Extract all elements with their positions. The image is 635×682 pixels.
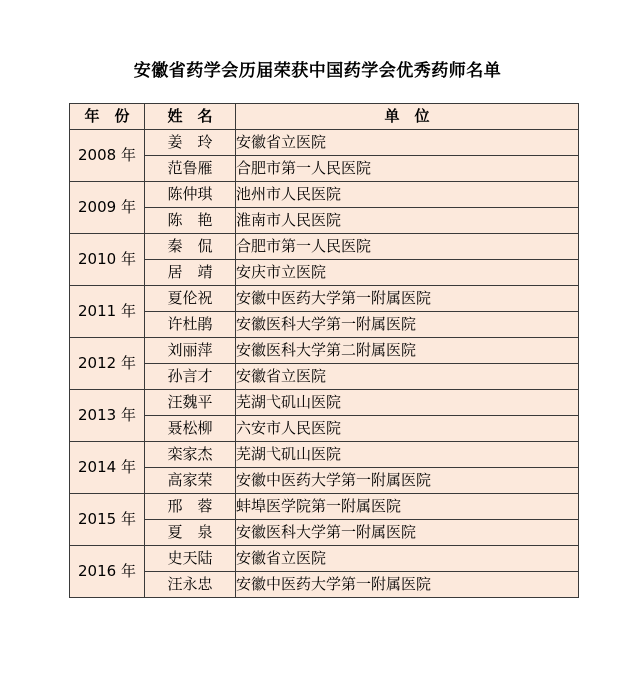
name-cell: 聂松柳 [145,416,236,442]
unit-cell: 芜湖弋矶山医院 [236,390,579,416]
table-row [70,416,579,442]
unit-cell: 合肥市第一人民医院 [236,156,579,182]
unit-cell: 淮南市人民医院 [236,208,579,234]
name-cell: 邢 蓉 [145,494,236,520]
table-row [70,572,579,598]
year-cell: 2015 年 [70,494,145,546]
header-name: 姓 名 [145,104,236,130]
table-row [70,520,579,546]
name-cell: 许杜鹃 [145,312,236,338]
unit-cell: 合肥市第一人民医院 [236,234,579,260]
unit-cell: 安徽省立医院 [236,364,579,390]
name-cell: 夏 泉 [145,520,236,546]
table-row [70,182,579,208]
unit-cell: 安徽医科大学第一附属医院 [236,312,579,338]
header-row [70,104,579,130]
year-cell: 2014 年 [70,442,145,494]
year-cell: 2016 年 [70,546,145,598]
name-cell: 刘丽萍 [145,338,236,364]
table-row [70,260,579,286]
name-cell: 汪永忠 [145,572,236,598]
name-cell: 姜 玲 [145,130,236,156]
table-row [70,364,579,390]
table-row [70,390,579,416]
unit-cell: 六安市人民医院 [236,416,579,442]
name-cell: 夏伦祝 [145,286,236,312]
unit-cell: 安庆市立医院 [236,260,579,286]
name-cell: 汪魏平 [145,390,236,416]
unit-cell: 池州市人民医院 [236,182,579,208]
table-row [70,494,579,520]
header-unit: 单 位 [236,104,579,130]
unit-cell: 蚌埠医学院第一附属医院 [236,494,579,520]
year-cell: 2011 年 [70,286,145,338]
table-row [70,130,579,156]
name-cell: 史天陆 [145,546,236,572]
unit-cell: 芜湖弋矶山医院 [236,442,579,468]
year-cell: 2010 年 [70,234,145,286]
page-title: 安徽省药学会历届荣获中国药学会优秀药师名单 [133,61,502,81]
name-cell: 陈仲琪 [145,182,236,208]
unit-cell: 安徽医科大学第一附属医院 [236,520,579,546]
unit-cell: 安徽中医药大学第一附属医院 [236,468,579,494]
year-cell: 2008 年 [70,130,145,182]
name-cell: 栾家杰 [145,442,236,468]
header-year: 年 份 [70,104,145,130]
unit-cell: 安徽中医药大学第一附属医院 [236,286,579,312]
table-row [70,286,579,312]
year-cell: 2012 年 [70,338,145,390]
unit-cell: 安徽省立医院 [236,546,579,572]
unit-cell: 安徽省立医院 [236,130,579,156]
name-cell: 居 靖 [145,260,236,286]
year-cell: 2013 年 [70,390,145,442]
table-row [70,208,579,234]
table-row [70,312,579,338]
table-row [70,468,579,494]
pharmacist-roster-table [69,103,579,598]
year-cell: 2009 年 [70,182,145,234]
name-cell: 高家荣 [145,468,236,494]
name-cell: 秦 侃 [145,234,236,260]
table-row [70,234,579,260]
unit-cell: 安徽医科大学第二附属医院 [236,338,579,364]
table-row [70,338,579,364]
table-row [70,442,579,468]
table-row [70,546,579,572]
name-cell: 孙言才 [145,364,236,390]
name-cell: 陈 艳 [145,208,236,234]
unit-cell: 安徽中医药大学第一附属医院 [236,572,579,598]
table-row [70,156,579,182]
name-cell: 范鲁雁 [145,156,236,182]
